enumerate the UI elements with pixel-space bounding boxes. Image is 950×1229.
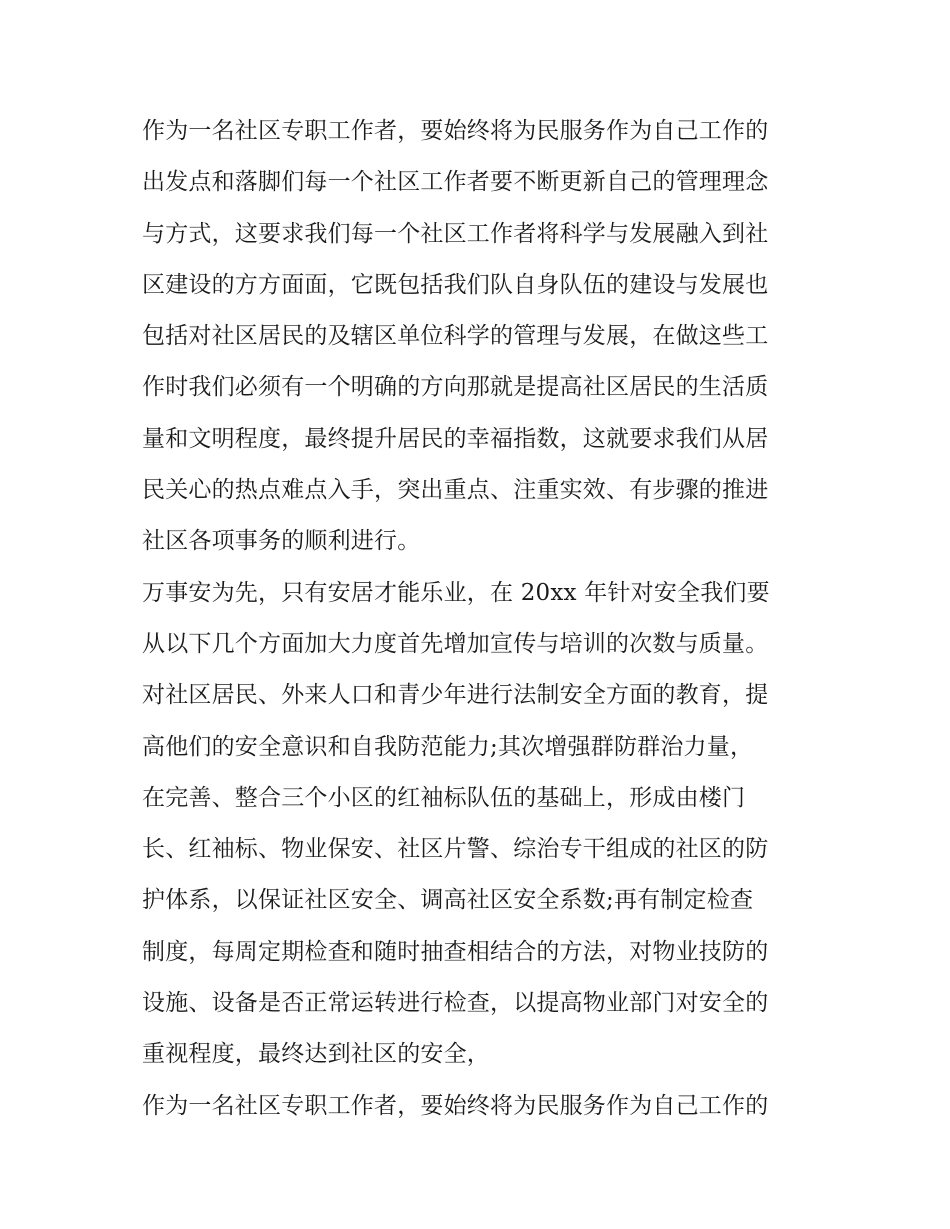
text-line: 制度，每周定期检查和随时抽查相结合的方法，对物业技防的 <box>142 938 769 965</box>
text-line: 量和文明程度，最终提升居民的幸福指数，这就要求我们从居 <box>142 425 769 452</box>
text-line: 社区各项事务的顺利进行。 <box>142 528 421 555</box>
text-line: 设施、设备是否正常运转进行检查，以提高物业部门对安全的 <box>142 990 769 1017</box>
text-line: 护体系，以保证社区安全、调高社区安全系数;再有制定检查 <box>142 887 754 914</box>
text-line: 民关心的热点难点入手，突出重点、注重实效、有步骤的推进 <box>142 477 769 504</box>
text-line: 长、红袖标、物业保安、社区片警、综治专干组成的社区的防 <box>142 836 769 863</box>
text-line: 在完善、整合三个小区的红袖标队伍的基础上，形成由楼门 <box>142 784 746 811</box>
text-line: 作为一名社区专职工作者，要始终将为民服务作为自己工作的 <box>142 1092 769 1119</box>
text-line: 作为一名社区专职工作者，要始终将为民服务作为自己工作的 <box>142 118 769 144</box>
body-text <box>142 106 822 1132</box>
text-line: 区建设的方方面面，它既包括我们队自身队伍的建设与发展也 <box>142 271 769 298</box>
text-line: 从以下几个方面加大力度首先增加宣传与培训的次数与质量。 <box>142 630 769 657</box>
text-line: 与方式，这要求我们每一个社区工作者将科学与发展融入到社 <box>142 220 769 247</box>
text-line: 包括对社区居民的及辖区单位科学的管理与发展，在做这些工 <box>142 323 769 350</box>
text-line: 重视程度，最终达到社区的安全， <box>142 1041 490 1068</box>
text-line: 万事安为先，只有安居才能乐业，在 20xx 年针对安全我们要 <box>142 579 770 606</box>
text-line: 高他们的安全意识和自我防范能力;其次增强群防群治力量， <box>142 733 754 760</box>
text-line: 对社区居民、外来人口和青少年进行法制安全方面的教育，提 <box>142 682 769 709</box>
text-line: 出发点和落脚们每一个社区工作者要不断更新自己的管理理念 <box>142 169 769 196</box>
text-line: 作时我们必须有一个明确的方向那就是提高社区居民的生活质 <box>142 374 769 401</box>
